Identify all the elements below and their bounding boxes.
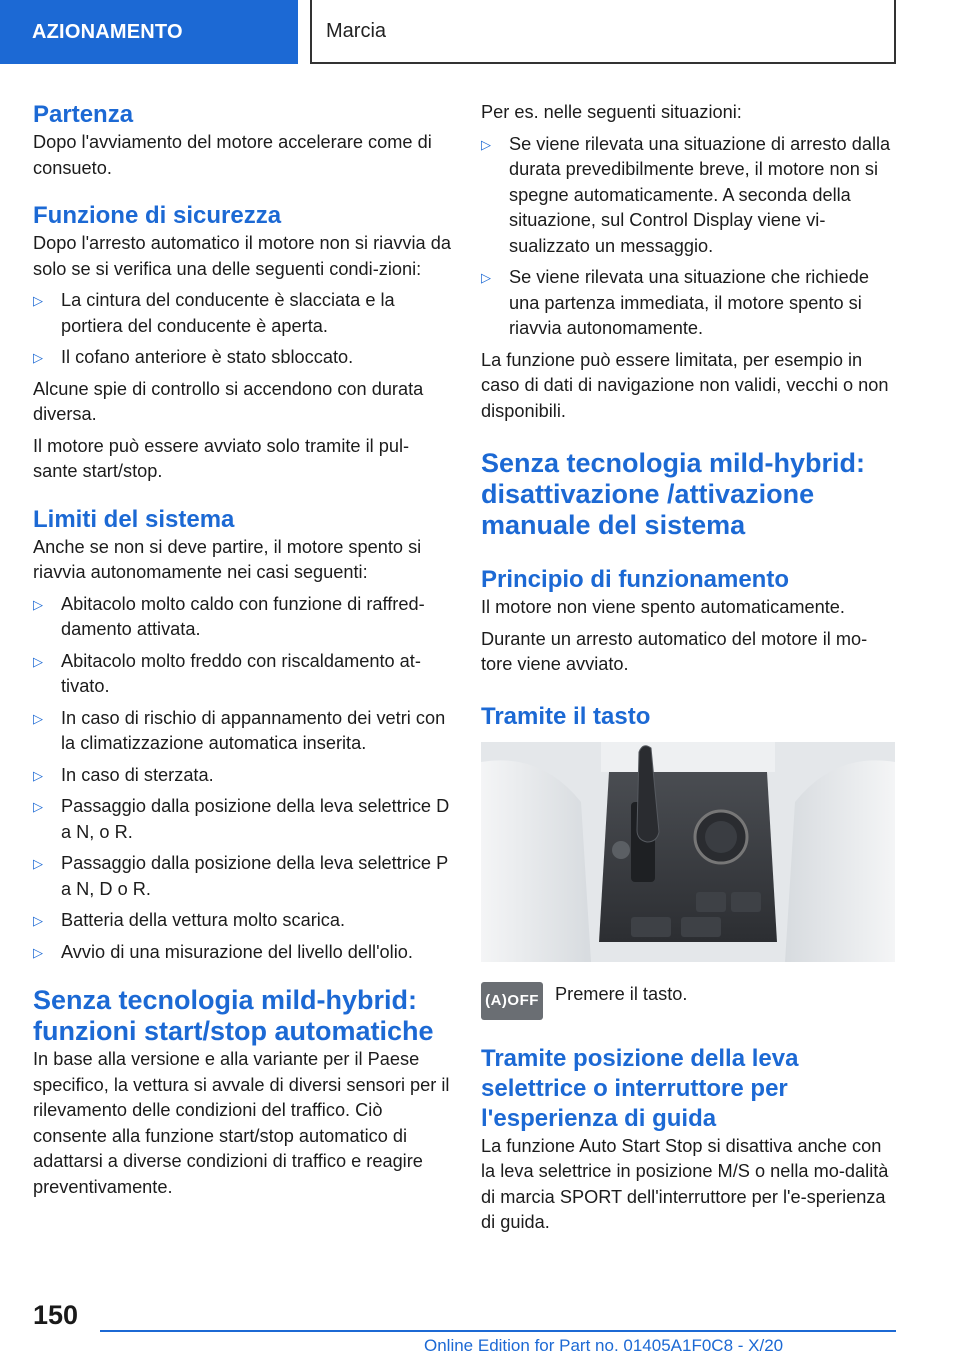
text-limiti: Anche se non si deve partire, il motore spento si riavvia autonomamente nei casi seguenti: <box>33 536 422 582</box>
text-principio-1: Il motore non viene spento automaticamente. <box>481 597 845 617</box>
list-item: ▷ Avvio di una misurazione del livello dell'olio. <box>33 940 451 966</box>
list-item: ▷ Passaggio dalla posizione della leva selettrice P a N, D o R. <box>33 853 448 899</box>
list-item: ▷ Batteria della vettura molto scarica. <box>33 908 451 934</box>
text-premere-tasto: Premere il tasto. <box>555 983 688 1004</box>
list-item: ▷ In caso di rischio di appannamento dei vetri con la climatizzazione automatica inserita. <box>33 707 446 753</box>
left-column <box>33 100 451 1200</box>
triangle-bullet-icon: ▷ <box>481 136 491 152</box>
auto-start-stop-symbol-icon: (A) <box>485 992 508 1009</box>
triangle-bullet-icon: ▷ <box>33 596 43 612</box>
right-column <box>481 100 897 1236</box>
text-spie: Alcune spie di controllo si accendono con durata diversa. <box>33 378 424 424</box>
heading-disattivazione: Senza tecnologia mild-hybrid: disattivazione /attivazione manuale del sistema <box>481 448 866 540</box>
page-number: 150 <box>33 1300 79 1330</box>
header-section-tab <box>0 0 298 64</box>
text-sicurezza: Dopo l'arresto automatico il motore non si riavvia da solo se si verifica una delle seguenti condi‐zioni: <box>33 233 451 279</box>
triangle-bullet-icon: ▷ <box>33 913 43 928</box>
list-limiti <box>33 592 451 966</box>
center-console-illustration <box>481 742 895 962</box>
list-item: ▷ Abitacolo molto caldo con funzione di raffred‐damento attivata. <box>33 593 425 639</box>
text-senza-mild-hybrid: In base alla versione e alla variante per il Paese specifico, la vettura si avvale di diversi sensori per il rilevamento delle condizioni del traffico. Ciò consente alla funzione start/stop automatico di adattarsi a diverse condizioni di traffico e reagire preventivamente. <box>33 1049 450 1197</box>
heading-tramite-tasto: Tramite il tasto <box>481 702 651 730</box>
footer-rule <box>100 1330 896 1332</box>
text-principio-2: Durante un arresto automatico del motore il mo‐tore viene avviato. <box>481 628 868 674</box>
heading-partenza: Partenza <box>33 101 134 128</box>
list-item: ▷ La cintura del conducente è slacciata e la portiera del conducente è aperta. <box>33 290 395 336</box>
list-situazioni <box>481 132 897 342</box>
list-item: ▷ Se viene rilevata una situazione di arresto dalla durata prevedibilmente breve, il motore non si spegne automaticamente. A seconda della situazione, sul Control Display viene vi‐sualizzato un messaggio. <box>481 133 891 256</box>
triangle-bullet-icon: ▷ <box>33 856 43 871</box>
header-section-label: AZIONAMENTO <box>32 20 183 43</box>
list-item: ▷ Il cofano anteriore è stato sbloccato. <box>33 345 451 371</box>
heading-sicurezza: Funzione di sicurezza <box>33 202 282 229</box>
triangle-bullet-icon: ▷ <box>33 653 43 669</box>
heading-principio: Principio di funzionamento <box>481 566 789 593</box>
text-limitata: La funzione può essere limitata, per esempio in caso di dati di navigazione non validi, vecchi o non disponibili. <box>481 349 889 421</box>
triangle-bullet-icon: ▷ <box>33 767 43 783</box>
text-tramite-leva: La funzione Auto Start Stop si disattiva anche con la leva selettrice in posizione M/S o nella mo‐dalità di marcia SPORT dell'interruttore per l'e‐sperienza di guida. <box>481 1135 889 1232</box>
triangle-bullet-icon: ▷ <box>33 350 43 365</box>
list-item: ▷ Abitacolo molto freddo con riscaldamento at‐tivato. <box>33 650 421 696</box>
header-chapter-box <box>310 0 896 64</box>
triangle-bullet-icon: ▷ <box>33 944 43 960</box>
triangle-bullet-icon: ▷ <box>33 710 43 726</box>
heading-senza-mild-hybrid: Senza tecnologia mild-hybrid: funzioni start/stop automatiche <box>33 985 434 1046</box>
text-pulsante: Il motore può essere avviato solo tramite il pul‐sante start/stop. <box>33 435 410 481</box>
footer-edition-note: Online Edition for Part no. 01405A1F0C8 - X/20 <box>424 1336 784 1355</box>
list-sicurezza <box>33 288 451 371</box>
triangle-bullet-icon: ▷ <box>33 293 43 308</box>
list-item: ▷ Passaggio dalla posizione della leva selettrice D a N, o R. <box>33 796 450 842</box>
button-caption-row <box>481 982 897 1020</box>
text-partenza: Dopo l'avviamento del motore accelerare come di consueto. <box>33 132 432 178</box>
text-situazioni: Per es. nelle seguenti situazioni: <box>481 102 742 122</box>
heading-tramite-leva: Tramite posizione della leva selettrice o interruttore per l'esperienza di guida <box>481 1044 799 1132</box>
triangle-bullet-icon: ▷ <box>33 799 43 814</box>
auto-start-stop-off-button-icon: (A) OFF <box>481 982 543 1020</box>
list-item: ▷ In caso di sterzata. <box>33 763 451 789</box>
center-console-photo <box>481 742 895 962</box>
list-item: ▷ Se viene rilevata una situazione che richiede una partenza immediata, il motore spento si riavvia autonomamente. <box>481 267 869 338</box>
heading-limiti: Limiti del sistema <box>33 505 235 533</box>
header-chapter-label: Marcia <box>326 19 387 42</box>
triangle-bullet-icon: ▷ <box>481 270 491 285</box>
